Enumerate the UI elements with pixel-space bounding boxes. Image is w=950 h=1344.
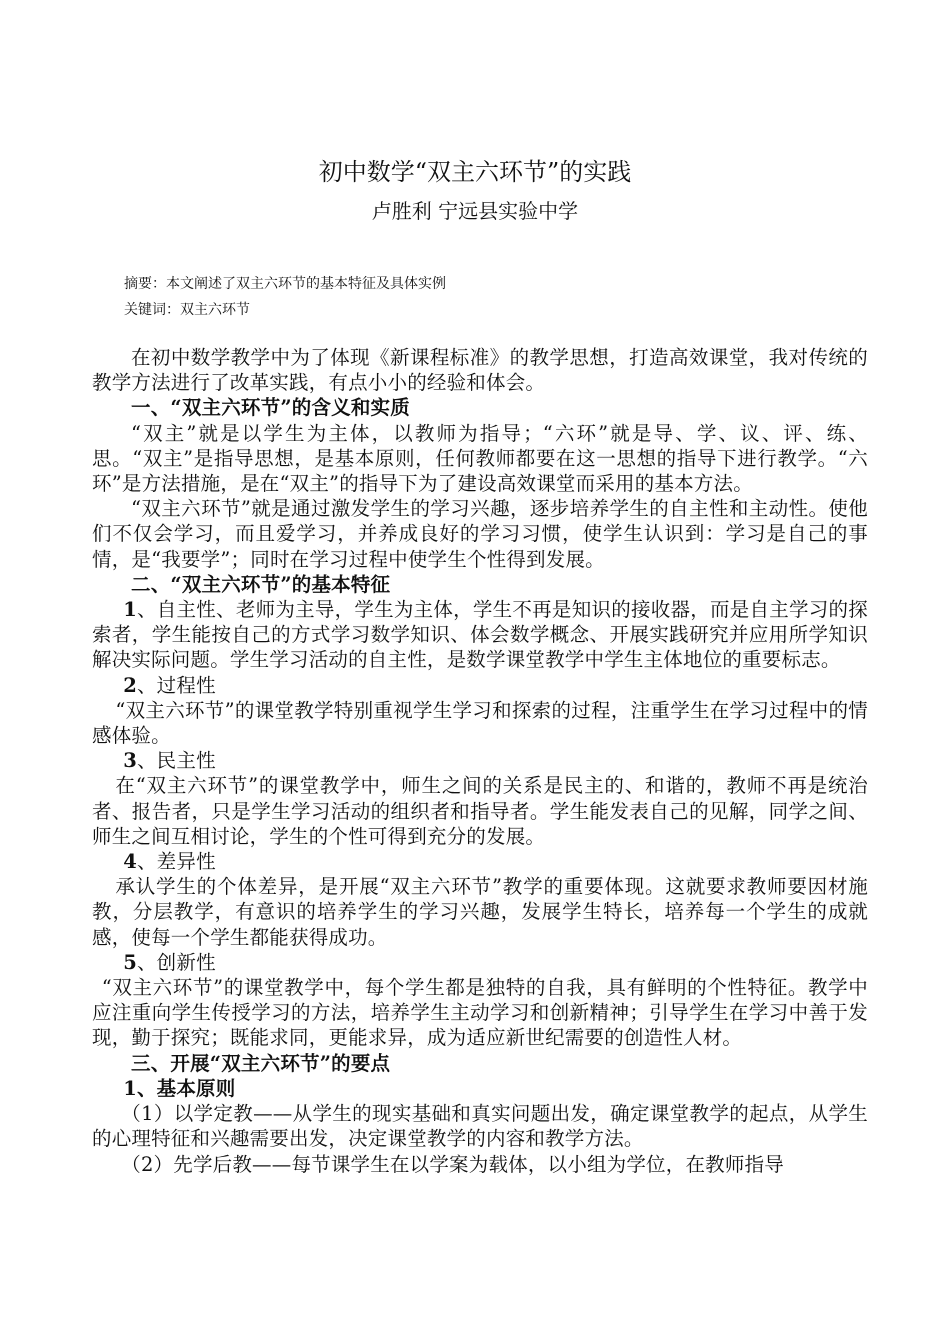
feature-heading-3	[92, 748, 868, 773]
section1-paragraph-1: “双主”就是以学生为主体，以教师为指导；“六环”就是导、学、议、评、练、思。“双主”是指导思想，是基本原则，任何教师都要在这一思想的指导下进行教学。“六环”是方法措施，是在“双主”的指导下为了建设高效课堂而采用的基本方法。	[92, 421, 868, 496]
feature-paragraph-2: “双主六环节”的课堂教学特别重视学生学习和探索的过程，注重学生在学习过程中的情感体验。	[92, 698, 868, 748]
keywords-line: 关键词：双主六环节	[124, 302, 250, 318]
feature-paragraph-4: 承认学生的个体差异，是开展“双主六环节”教学的重要体现。这就要求教师要因材施教，分层教学，有意识的培养学生的学习兴趣，发展学生特长，培养每一个学生的成就感，使每一个学生都能获得成功。	[92, 875, 868, 949]
feature-paragraph-3: 在“双主六环节”的课堂教学中，师生之间的关系是民主的、和谐的，教师不再是统治者、报告者，只是学生学习活动的组织者和指导者。学生能发表自己的见解，同学之间、师生之间互相讨论，学生的个性可得到充分的发展。	[92, 774, 868, 848]
feature-number: 1	[123, 598, 137, 622]
feature-title: 、民主性	[136, 749, 216, 773]
feature-title: 、创新性	[136, 950, 216, 974]
section3-subheading: 1、基本原则	[123, 1076, 236, 1100]
feature-text: 、自主性、老师为主导，学生为主体，学生不再是知识的接收器，而是自主学习的探索者，学生能按自己的方式学习数学知识、体会数学概念、开展实践研究并应用所学知识解决实际问题。学生学习活动的自主性，是数学课堂教学中学生主体地位的重要标志。	[92, 598, 868, 672]
document-author: 卢胜利 宁远县实验中学	[371, 199, 579, 223]
feature-number: 2	[123, 673, 137, 697]
abstract-line: 摘要：本文阐述了双主六环节的基本特征及具体实例	[124, 276, 446, 292]
feature-heading-5	[92, 950, 868, 975]
feature-title: 、差异性	[136, 850, 216, 874]
feature-number: 5	[123, 950, 137, 974]
feature-heading-2	[92, 673, 868, 698]
feature-number: 3	[123, 749, 137, 773]
feature-number: 4	[123, 850, 137, 874]
principle-paragraph-2: （2）先学后教——每节课学生在以学案为载体，以小组为学位，在教师指导	[121, 1152, 784, 1176]
section1-paragraph-2: “双主六环节”就是通过激发学生的学习兴趣，逐步培养学生的自主性和主动性。使他们不仅会学习，而且爱学习，并养成良好的学习习惯，使学生认识到：学习是自己的事情，是“我要学”；同时在学习过程中使学生个性得到发展。	[92, 497, 868, 571]
document-title: 初中数学“双主六环节”的实践	[318, 158, 632, 186]
section3-heading: 三、开展“双主六环节”的要点	[131, 1051, 391, 1075]
feature-title: 、过程性	[136, 673, 216, 697]
principle-paragraph-1: （1）以学定教——从学生的现实基础和真实问题出发，确定课堂教学的起点，从学生的心理特征和兴趣需要出发，决定课堂教学的内容和教学方法。	[92, 1102, 868, 1151]
feature-paragraph-5: “双主六环节”的课堂教学中，每个学生都是独特的自我，具有鲜明的个性特征。教学中应注重向学生传授学习的方法，培养学生主动学习和创新精神；引导学生在学习中善于发现，勤于探究；既能求同，更能求异，成为适应新世纪需要的创造性人材。	[92, 976, 868, 1050]
section2-heading: 二、“双主六环节”的基本特征	[131, 572, 391, 596]
section1-heading: 一、“双主六环节”的含义和实质	[131, 396, 410, 420]
feature-heading-4	[92, 849, 868, 874]
feature-item-1	[92, 597, 868, 673]
document-body	[92, 345, 868, 1177]
intro-paragraph: 在初中数学教学中为了体现《新课程标准》的教学思想，打造高效课堂，我对传统的教学方法进行了改革实践，有点小小的经验和体会。	[92, 346, 868, 395]
